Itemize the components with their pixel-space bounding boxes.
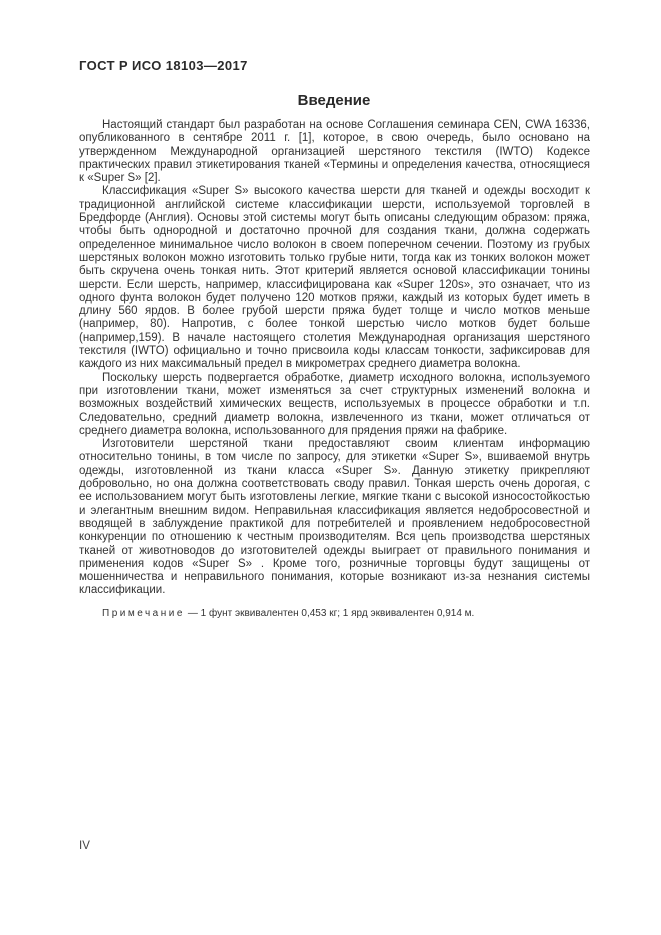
page-title: Введение [297,92,371,109]
note [79,608,590,620]
paragraph-3: Поскольку шерсть подвергается обработке, диаметр исходного волокна, используемого при изготовлении ткани, может изменяться за счет структурных изменений волокна и возможных воздействий химических веществ, используемых в процессе обработки и т.п. Следовательно, средний диаметр волокна, извлеченного из ткани, может отличаться от среднего диаметра волокна, использованного для прядения пряжи на фабрике. [79,371,590,437]
note-text: — 1 фунт эквивалентен 0,453 кг; 1 ярд эквивалентен 0,914 м. [187,607,475,619]
page-number: IV [79,840,90,852]
paragraph-1: Настоящий стандарт был разработан на основе Соглашения семинара CEN, CWA 16336, опубликованного в сентябре 2011 г. [1], которое, в свою очередь, было основано на утвержденном Международной организацией шерстяного текстиля (IWTO) Кодексе практических правил этикетирования тканей «Термины и определения качества, относящиеся к «Super S» [2]. [79,119,590,185]
document-body [79,119,590,620]
note-label: Примечание [102,607,185,619]
paragraph-4: Изготовители шерстяной ткани предоставляют своим клиентам информацию относительно тонины, в том числе по запросу, для этикетки «Super S», вшиваемой внутрь одежды, изготовленной из ткани класса «Super S». Данную этикетку прикрепляют добровольно, но она должна соответствовать своду правил. Тонкая шерсть очень дорогая, с ее использованием могут быть изготовлены легкие, мягкие ткани с высокой износостойкостью и элегантным внешним видом. Неправильная классификация является недобросовестной и вводящей в заблуждение практикой для потребителей и проявлением недобросовестной конкуренции по отношению к честным производителям. Вся цепь производства шерстяных тканей от животноводов до изготовителей одежды выиграет от правильного понимания и применения кодов «Super S» . Кроме того, розничные торговцы будут защищены от мошенничества и неправильного понимания, которые возникают из-за незнания системы классификации. [79,438,590,597]
document-designation: ГОСТ Р ИСО 18103—2017 [79,58,248,73]
paragraph-2: Классификация «Super S» высокого качества шерсти для тканей и одежды восходит к традиционной английской системе классификации шерсти, используемой торговлей в Бредфорде (Англия). Основы этой системы могут быть описаны следующим образом: пряжа, чтобы быть однородной и достаточно прочной для создания ткани, должна содержать определенное минимальное число волокон в своем поперечном сечении. Поэтому из грубых шерстяных волокон можно изготовить только грубые нити, тогда как из тонких волокон может быть скручена очень тонкая нить. Этот критерий является основой классификации тонины шерсти. Если шерсть, например, классифицирована как «Super 120s», это означает, что из одного фунта волокон будет получено 120 мотков пряжи, каждый из которых будет иметь в длину 560 ярдов. В более грубой шерсти пряжа будет толще и число мотков меньше (например, 80). Напротив, с более тонкой шерстью число мотков будет больше (например,159). В начале настоящего столетия Международная организация шерстяного текстиля (IWTO) официально и точно присвоила коды классам тонкости, зафиксировав для каждого из них максимальный предел в микрометрах среднего диаметра волокна. [79,185,590,371]
